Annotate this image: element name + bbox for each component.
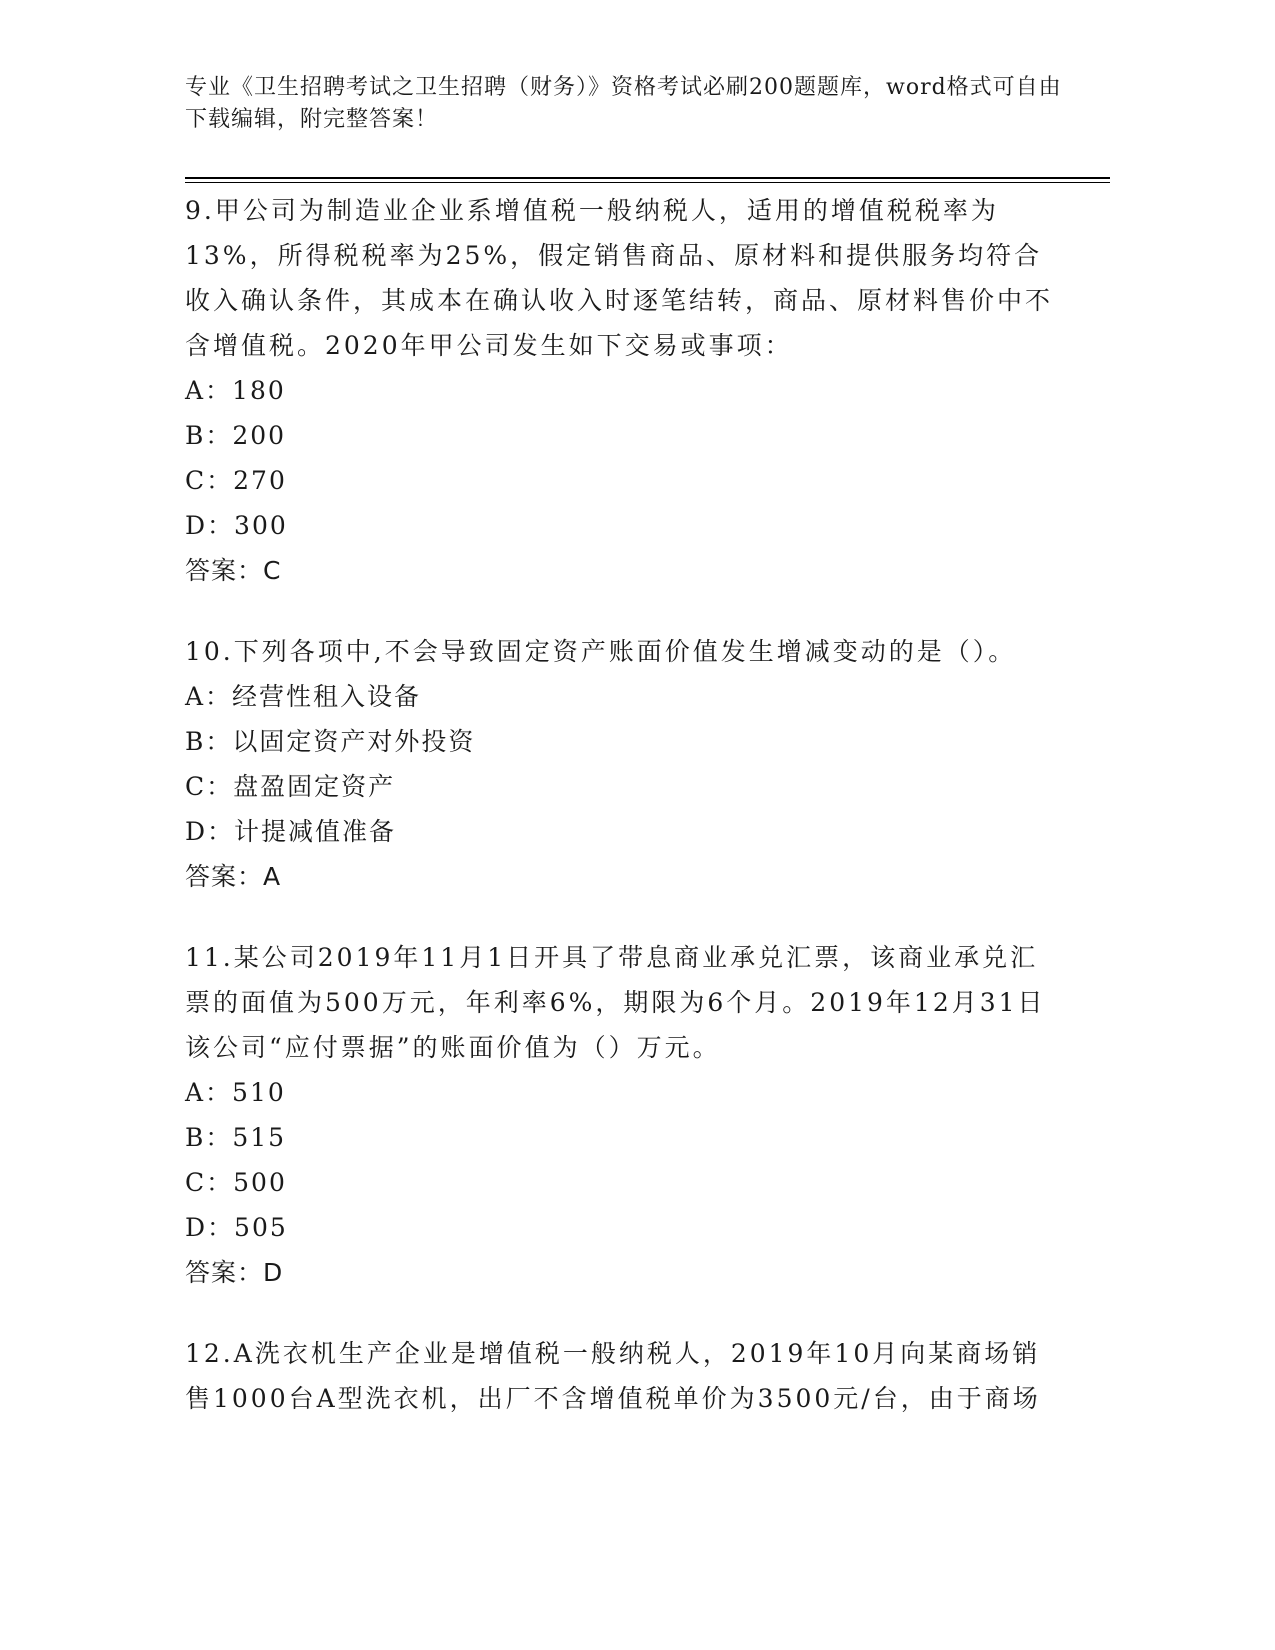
question-list bbox=[185, 188, 1065, 1457]
option-d: D：505 bbox=[185, 1213, 288, 1242]
option-c: C：盘盈固定资产 bbox=[185, 772, 396, 801]
question-stem: 9.甲公司为制造业企业系增值税一般纳税人，适用的增值税税率为13%，所得税税率为25%，假定销售商品、原材料和提供服务均符合收入确认条件，其成本在确认收入时逐笔结转，商品、原材料售价中不含增值税。2020年甲公司发生如下交易或事项： bbox=[185, 196, 1054, 360]
document-header: 专业《卫生招聘考试之卫生招聘（财务）》资格考试必刷200题题库，word格式可自由下载编辑，附完整答案！ bbox=[185, 75, 1062, 132]
option-c: C：500 bbox=[185, 1168, 287, 1197]
question-12 bbox=[185, 1331, 1065, 1421]
question-10 bbox=[185, 629, 1065, 899]
question-stem: 10.下列各项中,不会导致固定资产账面价值发生增减变动的是（）。 bbox=[185, 637, 1017, 666]
option-b: B：515 bbox=[185, 1123, 287, 1152]
option-a: A：经营性租入设备 bbox=[185, 682, 422, 711]
header-divider-thin bbox=[185, 182, 1110, 183]
answer: 答案：D bbox=[185, 1258, 284, 1287]
question-9 bbox=[185, 188, 1065, 593]
option-a: A：510 bbox=[185, 1078, 286, 1107]
option-b: B：以固定资产对外投资 bbox=[185, 727, 476, 756]
question-stem: 12.A洗衣机生产企业是增值税一般纳税人，2019年10月向某商场销售1000台A型洗衣机，出厂不含增值税单价为3500元/台，由于商场 bbox=[185, 1339, 1041, 1413]
header-divider-thick bbox=[185, 177, 1110, 179]
answer: 答案：A bbox=[185, 862, 282, 891]
option-d: D：计提减值准备 bbox=[185, 817, 397, 846]
answer: 答案：C bbox=[185, 556, 282, 585]
option-d: D：300 bbox=[185, 511, 288, 540]
question-stem: 11.某公司2019年11月1日开具了带息商业承兑汇票，该商业承兑汇票的面值为500万元，年利率6%，期限为6个月。2019年12月31日该公司“应付票据”的账面价值为（）万元。 bbox=[185, 943, 1046, 1062]
option-b: B：200 bbox=[185, 421, 287, 450]
option-c: C：270 bbox=[185, 466, 287, 495]
option-a: A：180 bbox=[185, 376, 286, 405]
question-11 bbox=[185, 935, 1065, 1295]
